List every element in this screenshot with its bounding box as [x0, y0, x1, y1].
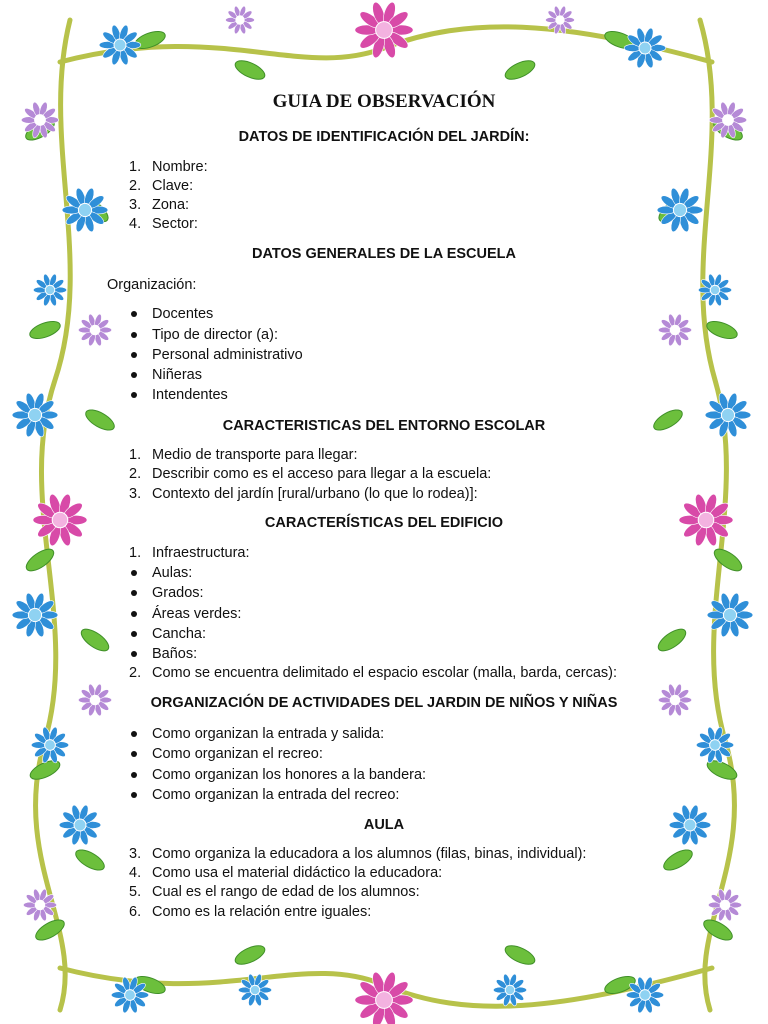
list-marker: 3.: [129, 197, 142, 213]
list-marker: 5.: [129, 884, 142, 900]
bullet: [131, 631, 137, 637]
bullet: [131, 311, 137, 317]
bullet: [131, 570, 137, 576]
organizacion-label: Organización:: [107, 277, 197, 293]
bullet: [131, 772, 137, 778]
heading-aula: AULA: [363, 817, 405, 833]
list-marker: 4.: [129, 865, 142, 881]
list-marker: 1.: [129, 447, 142, 463]
list-marker: 3.: [129, 486, 142, 502]
bullet: [131, 392, 137, 398]
list-item-transporte: Medio de transporte para llegar:: [152, 447, 358, 463]
list-item-entrada-recreo: Como organizan la entrada del recreo:: [152, 787, 400, 803]
list-item-organiza-alumnos: Como organiza la educadora a los alumnos (filas, binas, individual):: [152, 846, 587, 862]
bullet: [131, 651, 137, 657]
bullet: [131, 731, 137, 737]
list-item-banos: Baños:: [152, 646, 198, 662]
list-item-honores: Como organizan los honores a la bandera:: [152, 767, 427, 783]
list-item-contexto: Contexto del jardín [rural/urbano (lo que lo rodea)]:: [152, 486, 478, 502]
list-item-cancha: Cancha:: [152, 626, 207, 642]
list-item-director: Tipo de director (a):: [152, 327, 278, 343]
bullet: [131, 611, 137, 617]
list-item-personal: Personal administrativo: [152, 347, 303, 363]
list-item-grados: Grados:: [152, 585, 204, 601]
bullet: [131, 372, 137, 378]
list-item-material: Como usa el material didáctico la educadora:: [152, 865, 443, 881]
list-item-rango-edad: Cual es el rango de edad de los alumnos:: [152, 884, 420, 900]
list-marker: 2.: [129, 178, 142, 194]
list-item-acceso: Describir como es el acceso para llegar a la escuela:: [152, 466, 492, 482]
list-marker: 1.: [129, 545, 142, 561]
list-item-relacion: Como es la relación entre iguales:: [152, 904, 372, 920]
bullet: [131, 792, 137, 798]
list-item-intendentes: Intendentes: [152, 387, 228, 403]
list-item-delimitado: Como se encuentra delimitado el espacio escolar (malla, barda, cercas):: [152, 665, 618, 681]
heading-entorno: CARACTERISTICAS DEL ENTORNO ESCOLAR: [222, 418, 546, 434]
list-item-aulas: Aulas:: [152, 565, 193, 581]
list-marker: 2.: [129, 665, 142, 681]
list-marker: 6.: [129, 904, 142, 920]
bullet: [131, 332, 137, 338]
list-marker: 3.: [129, 846, 142, 862]
bullet: [131, 352, 137, 358]
list-item-docentes: Docentes: [152, 306, 214, 322]
list-item-sector: Sector:: [152, 216, 198, 232]
list-item-entrada-salida: Como organizan la entrada y salida:: [152, 726, 385, 742]
heading-actividades: ORGANIZACIÓN DE ACTIVIDADES DEL JARDIN DE NIÑOS Y NIÑAS: [150, 695, 618, 711]
bullet: [131, 751, 137, 757]
list-marker: 2.: [129, 466, 142, 482]
list-item-recreo: Como organizan el recreo:: [152, 746, 323, 762]
list-item-clave: Clave:: [152, 178, 194, 194]
list-item-zona: Zona:: [152, 197, 190, 213]
heading-generales: DATOS GENERALES DE LA ESCUELA: [252, 246, 516, 262]
heading-edificio: CARACTERÍSTICAS DEL EDIFICIO: [264, 515, 504, 531]
heading-identificacion: DATOS DE IDENTIFICACIÓN DEL JARDÍN:: [238, 129, 530, 145]
list-item-nombre: Nombre:: [152, 159, 208, 175]
list-item-infraestructura: Infraestructura:: [152, 545, 250, 561]
list-marker: 4.: [129, 216, 142, 232]
bullet: [131, 590, 137, 596]
page-title: GUIA DE OBSERVACIÓN: [272, 91, 496, 112]
list-item-nineras: Niñeras: [152, 367, 202, 383]
list-marker: 1.: [129, 159, 142, 175]
list-item-areas-verdes: Áreas verdes:: [152, 606, 242, 622]
